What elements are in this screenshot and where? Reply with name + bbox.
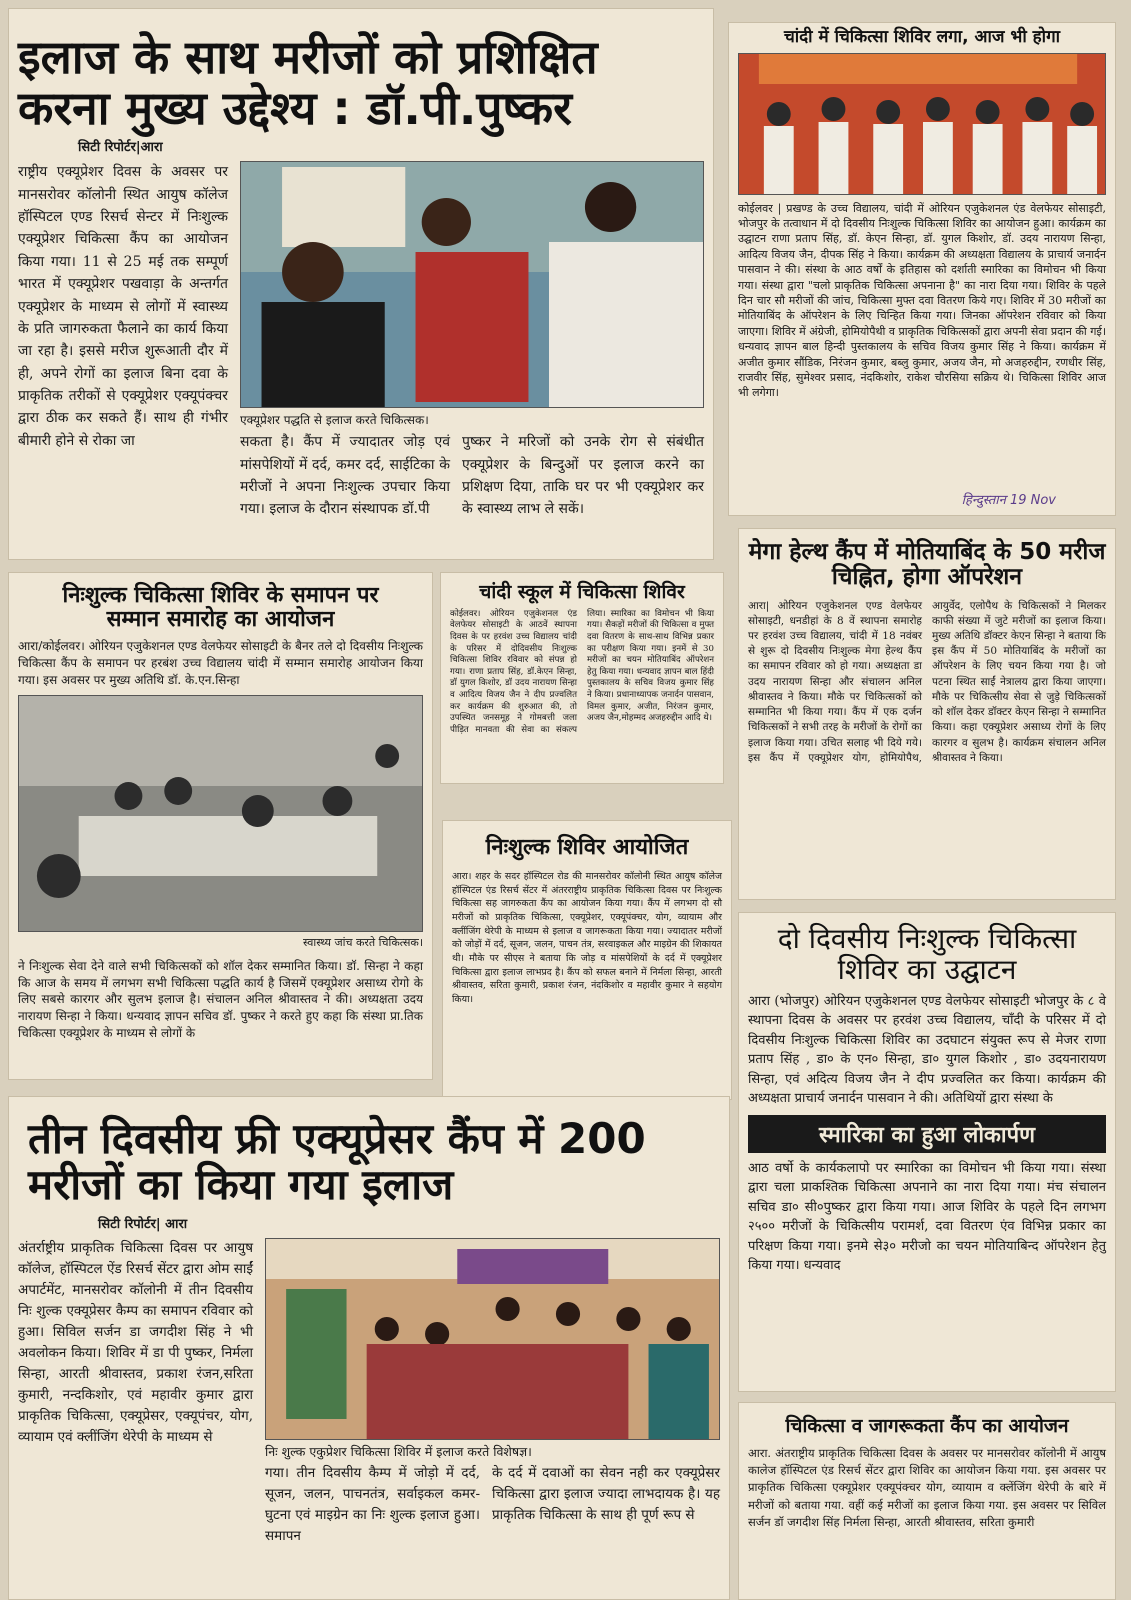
article-body-2: आठ वर्षो के कार्यकलापो पर स्मारिका का विमोचन भी किया गया। संस्था द्वारा चला प्राकश्तिक चिकित्सा अपनाने का नारा दिया गया। मंच संचालन सचिव डा० सी०पुष्कर द्वारा किया गया। आज शिविर के पहले दिन लगभग २५०० मरीजों के चिकित्सीय परामर्श, दवा वितरण एंव विभिन्न प्रकार का परिक्षण किया गया। इनमे से३० मरीजो का चयन मोतियाबिन्द ऑपरेशन हेतु किया गया। धन्यवाद <box>748 1160 1106 1274</box>
article-col-3: के दर्द में दवाओं का सेवन नही कर एक्यूप्रेसर चिकित्सा द्वारा इलाज ज्यादा लाभदायक है। यह प्राकृतिक चिकित्सा के साथ ही पूर्ण रूप से <box>492 1465 720 1524</box>
byline: सिटी रिपोर्टर|आरा <box>78 140 163 156</box>
article-body: आरा. अंतराष्ट्रीय प्राकृतिक चिकित्सा दिवस के अवसर पर मानसरोवर कॉलोनी में आयुष कालेज हॉस्पिटल एंड रिसर्च सेंटर द्वारा शिविर का आयोजन किया गया. इस अवसर पर प्राकृतिक चिकित्सा एक्यूप्रेशर एक्यूपंक्चर योग, व्यायाम व क्लेंजिंग थेरेपी के बारे में मरीजों को बताया गया. वहीं कई मरीजों का इलाज किया गया. इस अवसर पर सिविल सर्जन डॉ जगदीश सिंह निर्मला सिन्हा, आरती श्रीवास्तव, सरिता कुमारी <box>748 1445 1106 1529</box>
clipping-honour-ceremony <box>8 572 433 1080</box>
clipping-acupressure-training <box>8 8 714 560</box>
handwritten-note: हिन्दुस्तान 19 Nov <box>961 493 1056 508</box>
clipping-chandi-camp <box>728 22 1116 516</box>
headline: चांदी में चिकित्सा शिविर लगा, आज भी होगा <box>783 27 1061 47</box>
headline: तीन दिवसीय फ्री एक्यूप्रेसर कैंप में 200 मरीजों का किया गया इलाज <box>28 1114 646 1210</box>
photo-caption: एक्यूप्रेशर पद्धति से इलाज करते चिकित्सक। <box>240 413 429 428</box>
article-intro: आरा/कोईलवर। ओरियन एजुकेशनल एण्ड वेलफेयर सोसाइटी के बैनर तले दो दिवसीय निःशुल्क चिकित्सा कैंप के समापन पर हरबंश उच्च विद्यालय चांदी में सम्मान समारोह आयोजन किया गया। इस अवसर पर मुख्य अतिथि डॉ. के.एन.सिन्हा <box>18 639 423 687</box>
headline: मेगा हेल्थ कैंप में मोतियाबिंद के 50 मरीज चिह्नित, होगा ऑपरेशन <box>748 539 1106 591</box>
news-photo <box>18 695 423 932</box>
article-col-2: सकता है। कैंप में ज्यादातर जोड़ एवं मांसपेशियों में दर्द, कमर दर्द, साईटिका के मरीजों ने अपना निःशुल्क उपचार किया गया। इलाज के दौरान संस्थापक डॉ.पी <box>240 434 450 518</box>
byline: सिटी रिपोर्टर| आरा <box>98 1217 188 1233</box>
clipping-two-day-inauguration <box>738 912 1116 1392</box>
news-photo <box>738 53 1106 195</box>
news-photo <box>265 1238 720 1440</box>
subheading-banner: स्मारिका का हुआ लोकार्पण <box>748 1115 1106 1153</box>
article-body: ने निःशुल्क सेवा देने वाले सभी चिकित्सकों को शॉल देकर सम्मानित किया। डॉ. सिन्हा ने कहा कि आज के समय में लगभग सभी चिकित्सा पद्धति कार्य है जिसमें एक्यूप्रेशर असाध्य रोगो के लिए सबसे कारगर और सुलभ इलाज है। संचालन अनिल श्रीवास्तव ने की। अध्यक्षता उदय नारायण सिन्हा ने किया। धन्यवाद ज्ञापन सचिव डॉ. पुष्कर ने करते हुए कहा कि संस्था प्रा.तिक चिकित्सा एक्यूप्रेशर के माध्यम से लोगों के <box>18 958 423 1040</box>
article-col-1: राष्ट्रीय एक्यूप्रेशर दिवस के अवसर पर मानसरोवर कॉलोनी स्थित आयुष कॉलेज हॉस्पिटल एण्ड रिसर्च सेन्टर में निःशुल्क एक्यूप्रेशर चिकित्सा कैंप का आयोजन किया गया। 11 से 25 मई तक सम्पूर्ण भारत में एक्यूप्रेशर पखवाड़ा के अन्तर्गत एक्यूप्रेशर के माध्यम से लोगों में स्वास्थ्य के प्रति जागरुकता फैलाने का कार्य किया जा रहा है। इससे मरीज शुरूआती दौर में ही, अपने रोगों का इलाज बिना दवा के प्राकृतिक तरीकों से एक्यूप्रेशर एक्यूपंक्चर द्वारा ठीक कर सकते हैं। साथ ही गंभीर बीमारी होने से रोका जा <box>18 164 228 449</box>
article-col-3: पुष्कर ने मरिजों को उनके रोग से संबंधीत एक्यूप्रेशर के बिन्दुओं पर इलाज करने का प्रशिक्षण दिया, ताकि घर पर भी एक्यूप्रेशर कर के स्वास्थ्य लाभ ले सकें। <box>462 434 704 518</box>
article-body: आरा| ओरियन एजुकेशनल एण्ड वेलफेयर सोसाइटी, धनडीहां के 8 वें स्थापना समारोह पर हरवंश उच्च विद्यालय, चांदी में 18 नवंबर से शुरू दो दिवसीय निःशुल्क मेगा हेल्थ कैंप का समापन रविवार को हो गया। अध्यक्षता डा उदय नारायण सिन्हा और संचालन अनिल श्रीवास्तव ने किया। मौके पर चिकित्सकों को सम्मानित भी किया गया। कैंप में एक दर्जन चिकित्सकों ने सभी तरह के मरीजों के रोगों का इलाज किया गया। उचित सलाह भी दिये गये। इस कैंप में एक्यूप्रेशर योग, होमियोपैथ, आयुर्वेद, एलोपैथ के चिकित्सकों ने मिलकर काफी संख्या में जुटे मरीजों का इलाज किया। मुख्य अतिथि डॉक्टर केएन सिन्हा ने बताया कि इस कैंप में 50 मोतियाबिंद के मरीजों का ऑपरेशन के लिए चयन किया गया है। जो पटना स्थित साईं नेत्रालय द्वारा किया जाएगा। मौके पर चिकित्सीय सेवा से जुड़े चिकित्सकों को शॉल देकर डॉक्टर केएन सिन्हा ने सम्मानित किया। कहा एक्यूप्रेशर असाध्य रोगों के लिए कारगर व सुलभ है। कार्यक्रम संचालन अनिल श्रीवास्तव ने किया। <box>748 599 1106 764</box>
photo-caption: स्वास्थ्य जांच करते चिकित्सक। <box>303 935 423 949</box>
headline: चांदी स्कूल में चिकित्सा शिविर <box>479 581 685 603</box>
headline: दो दिवसीय निःशुल्क चिकित्सा शिविर का उद्घाटन <box>777 922 1077 986</box>
clipping-free-camp <box>442 820 732 1100</box>
clipping-three-day-camp <box>8 1096 730 1600</box>
article-body: कोईलवर। ओरियन एजुकेशनल एंड वेलफेयर सोसाइटी के आठवें स्थापना दिवस के पर हरवंश उच्च विद्यालय चांदी के परिसर में दोदिवसीय निःशुल्क चिकित्सा शिविर रविवार को संपन्न हो गया। राणा प्रताप सिंह, डॉ.केएन सिन्हा, डॉ युगल किशोर, डॉ उदय नारायण सिन्हा व आदित्य विजय जैन ने दीप प्रज्वलित कर कार्यक्रम की शुरुआत की, तो उपस्थित जनसमूह ने गोमबत्ती जला पीड़ित मानवता की सेवा का संकल्प लिया। स्मारिका का विमोचन भी किया गया। सैकड़ों मरीजों की चिकित्सा व मुफ्त दवा वितरण के साथ-साथ विभिन्न प्रकार का परीक्षण किया गया। इनमें से 30 मरीजों का चयन मोतियाबिंद ऑपरेशन हेतु किया गया। धन्यवाद ज्ञापन बाल हिंदी पुस्तकालय के सचिव विजय कुमार सिंह ने किया। प्रधानाध्यापक जनार्दन पासवान, विमल कुमार, अजीत, निरंजन कुमार, अजय जैन,मोहम्मद अजहरुद्दीन आदि थे। <box>450 608 714 735</box>
headline: निःशुल्क शिविर आयोजित <box>485 835 689 860</box>
photo-caption: निः शुल्क एकुप्रेशर चिकित्सा शिविर में इलाज करते विशेषज्ञ। <box>265 1444 532 1460</box>
clipping-chandi-school <box>440 572 724 784</box>
clipping-mega-health-camp <box>738 528 1116 900</box>
article-body: कोईलवर | प्रखण्ड के उच्च विद्यालय, चांदी में ओरियन एजुकेशनल एंड वेलफेयर सोसाइटी, भोजपुर के तत्वाधान में दो दिवसीय निःशुल्क चिकित्सा शिविर का आयोजन हुआ। कार्यक्रम का उद्घाटन राणा प्रताप सिंह, डॉ. केएन सिन्हा, डॉ. युगल किशोर, डॉ. उदय नारायण सिन्हा, आदित्य विजय जैन, दीपक सिंह ने किया। कार्यक्रम की अध्यक्षता विद्यालय के प्राचार्य जनार्दन पासवान ने की। संस्था के आठ वर्षों के इतिहास को दर्शाती स्मारिका का विमोचन भी किया गया। संस्था द्वारा "चलो प्राकृतिक चिकित्सा अपनाना है" का नारा दिया गया। शिविर के पहले दिन चार सौ मरीजों की जांच, चिकित्सा मुफ्त दवा वितरण किये गए। शिविर में 30 मरीजों का मोतियाबिंद के ऑपरेशन के लिए चिन्हित किया गया। जिनका ऑपरेशन रविवार को किया जाएगा। शिविर में अंग्रेजी, होमियोपैथी व प्राकृतिक चिकित्सकों द्वारा अपनी सेवा प्रदान की गई। धन्यवाद ज्ञापन बाल हिन्दी पुस्तकालय के सचिव विजय कुमार सिंह ने किया। कार्यक्रम में अजीत कुमार सौंडिक, निरंजन कुमार, बब्लु कुमार, अजय जैन, मो अजहरुद्दीन, रणधीर सिंह, राजवीर सिंह, सुमेश्वर प्रसाद, नंदकिशोर, राकेश चौरसिया सक्रिय थे। चिकित्सा शिविर आज भी लगेगा। <box>738 201 1106 400</box>
headline: इलाज के साथ मरीजों को प्रशिक्षित करना मुख्य उद्देश्य : डॉ.पी.पुष्कर <box>18 30 598 135</box>
news-photo <box>240 161 704 408</box>
article-col-1: अंतर्राष्ट्रीय प्राकृतिक चिकित्सा दिवस पर आयुष कॉलेज, हॉस्पिटल ऐंड रिसर्च सेंटर द्वारा ओम साईं अपार्टमेंट, मानसरोवर कॉलोनी में तीन दिवसीय निः शुल्क एक्यूप्रेसर कैम्प का समापन रविवार को हुआ। सिविल सर्जन डा जगदीश सिंह ने भी अवलोकन किया। शिविर में डा पी पुष्कर, निर्मला सिन्हा, आरती श्रीवास्तव, प्रकाश रंजन,सरिता कुमारी, नन्दकिशोर, एवं महावीर कुमार द्वारा प्राकृतिक चिकित्सा, एक्यूप्रेसर, एक्यूपंचर, योग, व्यायाम एवं क्लींजिंग थेरेपी के माध्यम से <box>18 1240 253 1445</box>
headline: चिकित्सा व जागरूकता कैंप का आयोजन <box>785 1415 1069 1437</box>
headline: निःशुल्क चिकित्सा शिविर के समापन पर सम्मान समारोह का आयोजन <box>62 583 379 633</box>
clipping-awareness-camp <box>738 1402 1116 1600</box>
article-col-2: गया। तीन दिवसीय कैम्प में जोड़ो में दर्द, सूजन, जलन, पाचनतंत्र, सर्वाइकल कमर-घुटना एवं माइग्रेन का निः शुल्क इलाज हुआ। समापन <box>265 1465 480 1545</box>
article-body: आरा। शहर के सदर हॉस्पिटल रोड की मानसरोवर कॉलोनी स्थित आयुष कॉलेज हॉस्पिटल एंड रिसर्च सेंटर में अंतरराष्ट्रीय प्राकृतिक चिकित्सा दिवस पर निःशुल्क चिकित्सा सह जागरुकता कैंप का आयोजन किया गया। कैंप में लगभग दो सौ मरीजों को प्राकृतिक चिकित्सा, एक्यूप्रेशर, एक्यूपंक्चर, योग, व्यायाम और क्लींजिंग थेरेपी के माध्यम से इलाज व जागरूकता किया गया। ज्यादातर मरीजों को जोड़ों में दर्द, सूजन, जलन, पाचन तंत्र, सरवाइकल और माइग्रेन की शिकायत थी। मौके पर सीएस ने बताया कि जोड़ व मांसपेशियों के दर्द में एक्यूप्रेशर चिकित्सा द्वारा इलाज लाभप्रद है। कैंप को सफल बनाने में निर्मला सिन्हा, आरती श्रीवास्तव, सरिता कुमारी, प्रकाश रंजन, नंदकिशोर व महावीर कुमार ने सहयोग किया। <box>452 871 722 1005</box>
article-body-1: आरा (भोजपुर) ओरियन एजुकेशनल एण्ड वेलफेयर सोसाइटी भोजपुर के ८ वे स्थापना दिवस के अवसर पर हरवंश उच्च विद्यालय, चाँदी के परिसर में दो दिवसीय निःशुल्क चिकित्सा शिविर का उदघाटन संयुक्त रूप से मेजर राणा प्रताप सिंह , डा० के एन० सिन्हा, डा० युगल किशोर , डा० उदयनारायण सिन्हा, एवं अदित्य विजय जैन ने दीप प्रज्वलित कर किया। कार्यक्रम की अध्यक्षता प्राचार्य जनार्दन पासवान ने की। अतिथियों द्वारा संस्था के <box>748 993 1106 1107</box>
